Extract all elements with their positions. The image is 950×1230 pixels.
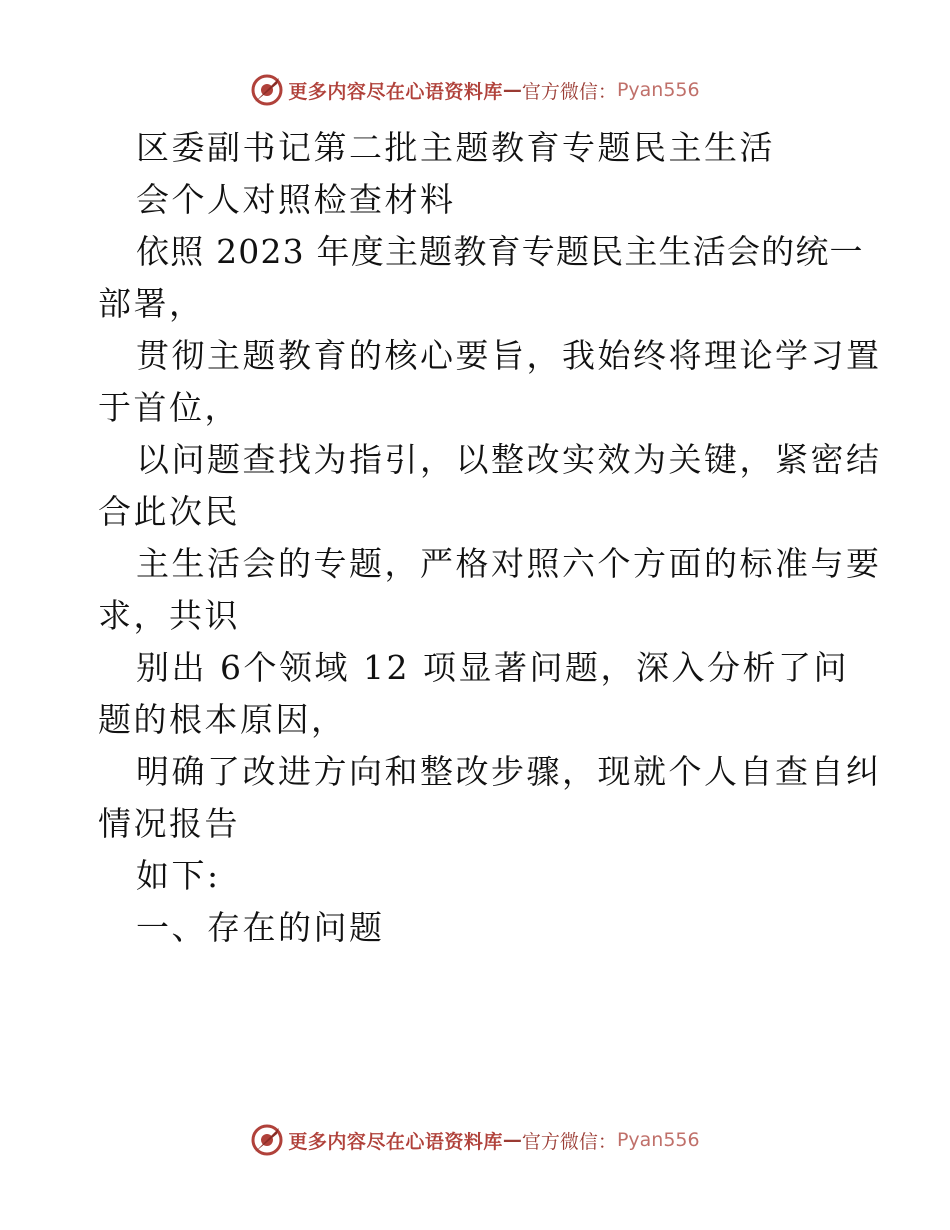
section-heading: 一、存在的问题 — [136, 908, 385, 947]
paragraph-line: 于首位， — [98, 388, 240, 427]
pen-logo-icon — [250, 73, 284, 107]
header-wechat-label: 官方微信： — [521, 80, 617, 103]
document-body — [98, 122, 882, 954]
paragraph-line: 求，共识 — [98, 596, 240, 635]
paragraph-line: 如下: — [136, 856, 221, 895]
title-line-1: 区委副书记第二批主题教育专题民主生活 — [136, 128, 775, 167]
footer-wechat-label: 官方微信： — [521, 1130, 617, 1153]
paragraph-line: 以问题查找为指引，以整改实效为关键，紧密结 — [136, 440, 882, 479]
header-wechat-id: Pyan556 — [616, 79, 700, 101]
header-banner — [0, 70, 950, 110]
footer-dash: — — [502, 1129, 522, 1151]
header-dash: — — [502, 79, 522, 101]
footer-wechat-id: Pyan556 — [616, 1129, 700, 1151]
paragraph-line: 贯彻主题教育的核心要旨，我始终将理论学习置 — [136, 336, 882, 375]
pen-logo-icon — [250, 1123, 284, 1157]
paragraph-line: 部署， — [98, 284, 205, 323]
paragraph-line: 情况报告 — [98, 804, 240, 843]
paragraph-line: 别出 6个领域 12 项显著问题，深入分析了问 — [136, 648, 849, 687]
paragraph-line: 题的根本原因， — [98, 700, 347, 739]
header-brand-text: 更多内容尽在心语资料库 — [288, 80, 503, 103]
paragraph-line: 主生活会的专题，严格对照六个方面的标准与要 — [136, 544, 882, 583]
paragraph-line: 依照 2023 年度主题教育专题民主生活会的统一 — [136, 232, 864, 271]
paragraph-line: 明确了改进方向和整改步骤，现就个人自查自纠 — [136, 752, 882, 791]
paragraph-line: 合此次民 — [98, 492, 240, 531]
footer-brand-text: 更多内容尽在心语资料库 — [288, 1130, 503, 1153]
footer-banner — [0, 1120, 950, 1160]
title-line-2: 会个人对照检查材料 — [136, 180, 456, 219]
